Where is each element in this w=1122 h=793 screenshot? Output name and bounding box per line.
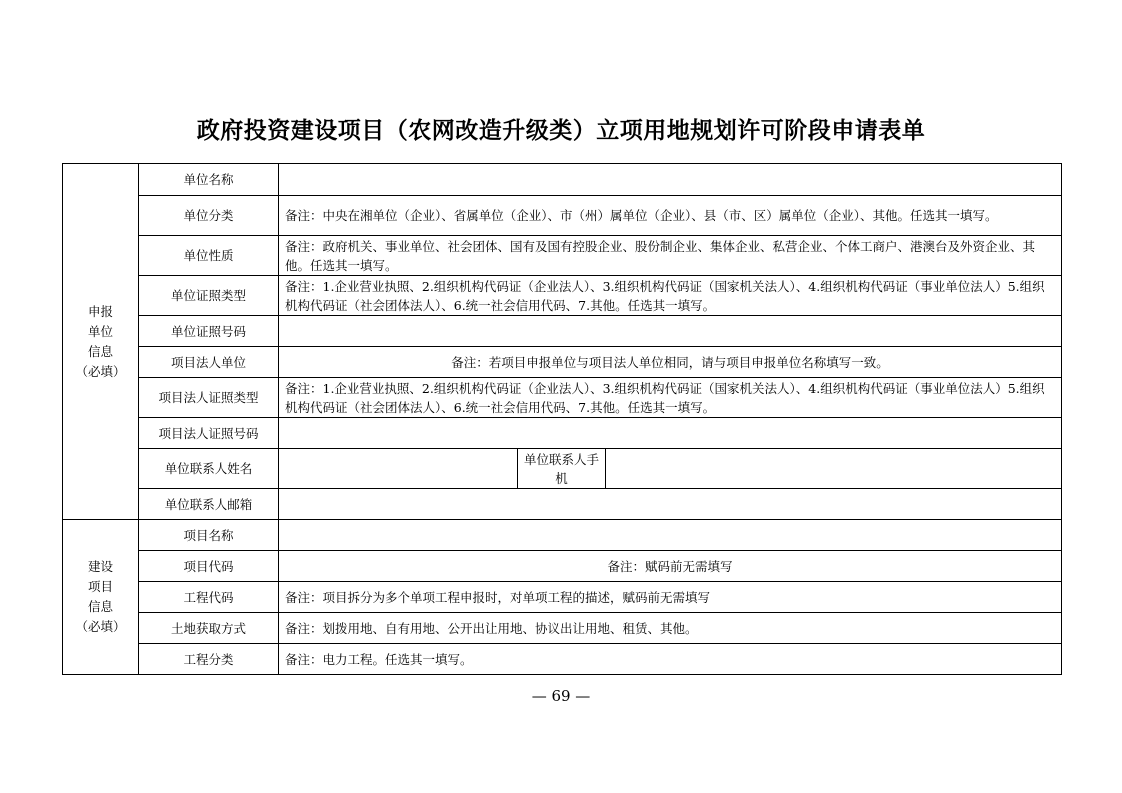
unit-license-type-field[interactable]: 备注：1.企业营业执照、2.组织机构代码证（企业法人）、3.组织机构代码证（国家机关法人）、4.组织机构代码证（事业单位法人）5.组织机构代码证（社会团体法人）、6.统一社会信用代码、7.其他。任选其一填写。 xyxy=(279,276,1062,316)
project-code-field[interactable]: 备注：赋码前无需填写 xyxy=(279,551,1062,582)
field-label: 项目代码 xyxy=(139,551,279,582)
form-row-project-name xyxy=(63,520,1062,551)
field-label: 土地获取方式 xyxy=(139,613,279,644)
legal-license-type-field[interactable]: 备注：1.企业营业执照、2.组织机构代码证（企业法人）、3.组织机构代码证（国家机关法人）、4.组织机构代码证（事业单位法人）5.组织机构代码证（社会团体法人）、6.统一社会信用代码、7.其他。任选其一填写。 xyxy=(279,378,1062,418)
field-label: 单位联系人邮箱 xyxy=(139,489,279,520)
land-acquisition-field[interactable]: 备注：划拨用地、自有用地、公开出让用地、协议出让用地、租赁、其他。 xyxy=(279,613,1062,644)
form-row-unit-license-number xyxy=(63,316,1062,347)
application-form-table xyxy=(62,163,1062,675)
form-row-unit-nature xyxy=(63,236,1062,276)
field-label: 单位分类 xyxy=(139,196,279,236)
field-label: 项目法人证照类型 xyxy=(139,378,279,418)
page-title: 政府投资建设项目（农网改造升级类）立项用地规划许可阶段申请表单 xyxy=(196,117,926,144)
field-label: 项目法人证照号码 xyxy=(139,418,279,449)
engineering-code-field[interactable]: 备注：项目拆分为多个单项工程申报时，对单项工程的描述，赋码前无需填写 xyxy=(279,582,1062,613)
contact-name-field[interactable] xyxy=(279,449,518,489)
field-label: 项目名称 xyxy=(139,520,279,551)
field-label: 项目法人单位 xyxy=(139,347,279,378)
legal-license-number-field[interactable] xyxy=(279,418,1062,449)
group-label-applicant: 申报 单位 信息 （必填） xyxy=(63,164,139,520)
field-label: 单位性质 xyxy=(139,236,279,276)
form-row-legal-license-type xyxy=(63,378,1062,418)
field-label: 单位名称 xyxy=(139,164,279,196)
field-label: 工程代码 xyxy=(139,582,279,613)
unit-license-number-field[interactable] xyxy=(279,316,1062,347)
unit-category-field[interactable]: 备注：中央在湘单位（企业）、省属单位（企业）、市（州）属单位（企业）、县（市、区）属单位（企业）、其他。任选其一填写。 xyxy=(279,196,1062,236)
form-row-engineering-code xyxy=(63,582,1062,613)
form-row-land-acquisition xyxy=(63,613,1062,644)
contact-phone-label: 单位联系人手机 xyxy=(518,449,606,489)
form-row-unit-name xyxy=(63,164,1062,196)
form-row-unit-license-type xyxy=(63,276,1062,316)
form-row-contact-name xyxy=(63,449,1062,489)
form-row-project-code xyxy=(63,551,1062,582)
project-legal-entity-field[interactable]: 备注：若项目申报单位与项目法人单位相同，请与项目申报单位名称填写一致。 xyxy=(279,347,1062,378)
unit-nature-field[interactable]: 备注：政府机关、事业单位、社会团体、国有及国有控股企业、股份制企业、集体企业、私营企业、个体工商户、港澳台及外资企业、其他。任选其一填写。 xyxy=(279,236,1062,276)
field-label: 单位证照类型 xyxy=(139,276,279,316)
group-label-project: 建设 项目 信息 （必填） xyxy=(63,520,139,675)
form-row-engineering-category xyxy=(63,644,1062,675)
field-label: 单位联系人姓名 xyxy=(139,449,279,489)
page-number: — 69 — xyxy=(531,687,591,705)
form-row-legal-license-number xyxy=(63,418,1062,449)
form-row-project-legal-entity xyxy=(63,347,1062,378)
contact-email-field[interactable] xyxy=(279,489,1062,520)
form-row-unit-category xyxy=(63,196,1062,236)
contact-phone-field[interactable] xyxy=(606,449,1062,489)
unit-name-field[interactable] xyxy=(279,164,1062,196)
project-name-field[interactable] xyxy=(279,520,1062,551)
engineering-category-field[interactable]: 备注：电力工程。任选其一填写。 xyxy=(279,644,1062,675)
form-row-contact-email xyxy=(63,489,1062,520)
field-label: 工程分类 xyxy=(139,644,279,675)
field-label: 单位证照号码 xyxy=(139,316,279,347)
